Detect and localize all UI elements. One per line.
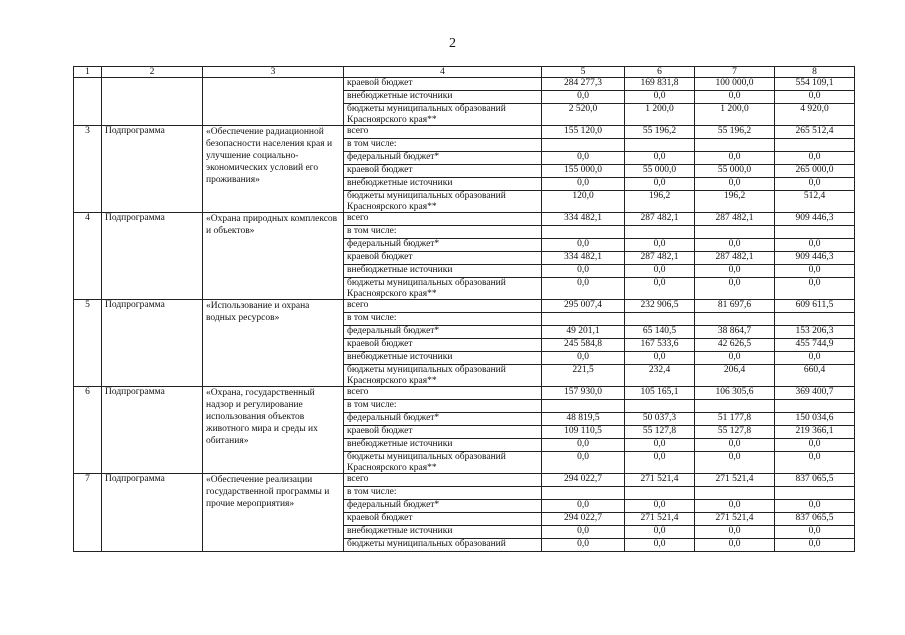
amount-cell: 0,0 (775, 91, 855, 104)
amount-cell: 0,0 (542, 91, 625, 104)
funding-source-cell: в том числе: (344, 400, 542, 413)
amount-cell (625, 400, 695, 413)
amount-cell: 81 697,6 (695, 300, 775, 313)
amount-cell: 0,0 (695, 265, 775, 278)
header-cell: 4 (344, 67, 542, 78)
amount-cell (625, 139, 695, 152)
funding-source-cell: в том числе: (344, 139, 542, 152)
amount-cell: 271 521,4 (625, 474, 695, 487)
amount-cell (542, 226, 625, 239)
subprogram-name: «Охрана природных комплексов и объектов» (203, 213, 344, 300)
amount-cell: 55 196,2 (695, 126, 775, 139)
amount-cell: 0,0 (775, 539, 855, 552)
amount-cell: 284 277,3 (542, 78, 625, 91)
subprogram-name: «Охрана, государственный надзор и регулирование использования объектов животного мира и среды их обитания» (203, 387, 344, 474)
amount-cell: 1 200,0 (695, 104, 775, 126)
funding-source-cell: в том числе: (344, 487, 542, 500)
amount-cell: 0,0 (542, 500, 625, 513)
amount-cell: 512,4 (775, 191, 855, 213)
header-cell: 7 (695, 67, 775, 78)
amount-cell: 167 533,6 (625, 339, 695, 352)
type-cell (102, 78, 203, 126)
subprogram-type: Подпрограмма (102, 474, 203, 552)
table-row (74, 126, 855, 139)
subprogram-name: «Обеспечение радиационной безопасности населения края и улучшение социально- экономических условий его проживания» (203, 126, 344, 213)
amount-cell: 0,0 (542, 439, 625, 452)
amount-cell: 42 626,5 (695, 339, 775, 352)
amount-cell: 109 110,5 (542, 426, 625, 439)
amount-cell (775, 313, 855, 326)
amount-cell: 0,0 (695, 91, 775, 104)
amount-cell: 0,0 (542, 539, 625, 552)
amount-cell: 287 482,1 (695, 213, 775, 226)
amount-cell (542, 139, 625, 152)
amount-cell: 48 819,5 (542, 413, 625, 426)
subprogram-index: 3 (74, 126, 102, 213)
funding-source-cell: в том числе: (344, 313, 542, 326)
funding-source-cell: бюджеты муниципальных образований Красноярского края** (344, 365, 542, 387)
amount-cell: 0,0 (775, 239, 855, 252)
amount-cell: 55 000,0 (695, 165, 775, 178)
table-body (74, 67, 855, 552)
amount-cell: 334 482,1 (542, 213, 625, 226)
amount-cell: 0,0 (625, 91, 695, 104)
amount-cell: 150 034,6 (775, 413, 855, 426)
subprogram-index: 4 (74, 213, 102, 300)
amount-cell: 294 022,7 (542, 513, 625, 526)
amount-cell: 219 366,1 (775, 426, 855, 439)
name-cell (203, 78, 344, 126)
amount-cell: 0,0 (625, 500, 695, 513)
amount-cell: 0,0 (775, 178, 855, 191)
amount-cell (625, 487, 695, 500)
amount-cell: 287 482,1 (625, 213, 695, 226)
amount-cell: 287 482,1 (695, 252, 775, 265)
amount-cell: 0,0 (625, 352, 695, 365)
amount-cell: 0,0 (542, 278, 625, 300)
amount-cell: 554 109,1 (775, 78, 855, 91)
amount-cell: 837 065,5 (775, 513, 855, 526)
page-number: 2 (449, 36, 456, 51)
amount-cell: 0,0 (695, 278, 775, 300)
subprogram-index: 7 (74, 474, 102, 552)
header-cell: 5 (542, 67, 625, 78)
amount-cell: 0,0 (542, 352, 625, 365)
funding-source-cell: внебюджетные источники (344, 91, 542, 104)
funding-source-cell: всего (344, 126, 542, 139)
amount-cell: 0,0 (775, 452, 855, 474)
amount-cell: 245 584,8 (542, 339, 625, 352)
amount-cell: 0,0 (775, 526, 855, 539)
amount-cell: 271 521,4 (695, 474, 775, 487)
funding-source-cell: краевой бюджет (344, 78, 542, 91)
amount-cell: 0,0 (775, 278, 855, 300)
amount-cell: 49 201,1 (542, 326, 625, 339)
header-cell: 8 (775, 67, 855, 78)
funding-source-cell: бюджеты муниципальных образований Красноярского края** (344, 191, 542, 213)
amount-cell: 55 196,2 (625, 126, 695, 139)
funding-source-cell: внебюджетные источники (344, 352, 542, 365)
amount-cell: 38 864,7 (695, 326, 775, 339)
header-row (74, 67, 855, 78)
amount-cell: 0,0 (695, 352, 775, 365)
amount-cell: 0,0 (625, 152, 695, 165)
amount-cell: 55 127,8 (695, 426, 775, 439)
amount-cell: 0,0 (542, 265, 625, 278)
amount-cell: 0,0 (625, 265, 695, 278)
funding-source-cell: федеральный бюджет* (344, 152, 542, 165)
amount-cell: 660,4 (775, 365, 855, 387)
amount-cell: 221,5 (542, 365, 625, 387)
subprogram-type: Подпрограмма (102, 126, 203, 213)
funding-source-cell: внебюджетные источники (344, 526, 542, 539)
funding-source-cell: краевой бюджет (344, 165, 542, 178)
index-cell (74, 78, 102, 126)
amount-cell: 232,4 (625, 365, 695, 387)
funding-source-cell: бюджеты муниципальных образований Красноярского края** (344, 452, 542, 474)
amount-cell: 232 906,5 (625, 300, 695, 313)
amount-cell (775, 487, 855, 500)
table-row (74, 300, 855, 313)
amount-cell: 0,0 (625, 526, 695, 539)
subprogram-type: Подпрограмма (102, 387, 203, 474)
amount-cell: 120,0 (542, 191, 625, 213)
header-cell: 1 (74, 67, 102, 78)
table-row (74, 474, 855, 487)
amount-cell: 196,2 (625, 191, 695, 213)
amount-cell: 265 512,4 (775, 126, 855, 139)
amount-cell: 0,0 (625, 452, 695, 474)
amount-cell: 0,0 (695, 439, 775, 452)
amount-cell: 909 446,3 (775, 213, 855, 226)
header-cell: 2 (102, 67, 203, 78)
amount-cell: 155 120,0 (542, 126, 625, 139)
header-cell: 3 (203, 67, 344, 78)
amount-cell (625, 313, 695, 326)
amount-cell: 0,0 (625, 439, 695, 452)
subprogram-type: Подпрограмма (102, 213, 203, 300)
amount-cell: 65 140,5 (625, 326, 695, 339)
funding-source-cell: бюджеты муниципальных образований Красноярского края** (344, 104, 542, 126)
amount-cell (695, 313, 775, 326)
funding-source-cell: краевой бюджет (344, 252, 542, 265)
amount-cell: 105 165,1 (625, 387, 695, 400)
funding-source-cell: внебюджетные источники (344, 178, 542, 191)
amount-cell: 0,0 (775, 352, 855, 365)
funding-source-cell: всего (344, 213, 542, 226)
funding-source-cell: всего (344, 300, 542, 313)
amount-cell: 271 521,4 (695, 513, 775, 526)
amount-cell (542, 400, 625, 413)
amount-cell (695, 487, 775, 500)
amount-cell: 909 446,3 (775, 252, 855, 265)
subprogram-index: 6 (74, 387, 102, 474)
amount-cell: 55 127,8 (625, 426, 695, 439)
amount-cell: 100 000,0 (695, 78, 775, 91)
funding-source-cell: федеральный бюджет* (344, 326, 542, 339)
amount-cell: 265 000,0 (775, 165, 855, 178)
funding-source-cell: всего (344, 474, 542, 487)
amount-cell: 153 206,3 (775, 326, 855, 339)
subprogram-index: 5 (74, 300, 102, 387)
amount-cell (695, 139, 775, 152)
funding-source-cell: краевой бюджет (344, 426, 542, 439)
amount-cell: 0,0 (695, 152, 775, 165)
subprogram-type: Подпрограмма (102, 300, 203, 387)
funding-source-cell: всего (344, 387, 542, 400)
amount-cell: 51 177,8 (695, 413, 775, 426)
table-row (74, 387, 855, 400)
amount-cell (695, 400, 775, 413)
subprogram-name: «Обеспечение реализации государственной программы и прочие мероприятия» (203, 474, 344, 552)
amount-cell: 0,0 (625, 539, 695, 552)
amount-cell: 0,0 (695, 178, 775, 191)
amount-cell: 0,0 (695, 500, 775, 513)
amount-cell: 0,0 (625, 178, 695, 191)
amount-cell: 455 744,9 (775, 339, 855, 352)
amount-cell: 169 831,8 (625, 78, 695, 91)
funding-source-cell: внебюджетные источники (344, 265, 542, 278)
amount-cell: 0,0 (625, 278, 695, 300)
funding-source-cell: краевой бюджет (344, 339, 542, 352)
amount-cell: 196,2 (695, 191, 775, 213)
amount-cell: 0,0 (542, 526, 625, 539)
table-row (74, 213, 855, 226)
amount-cell: 369 400,7 (775, 387, 855, 400)
amount-cell: 0,0 (542, 152, 625, 165)
amount-cell: 4 920,0 (775, 104, 855, 126)
funding-source-cell: внебюджетные источники (344, 439, 542, 452)
amount-cell (625, 226, 695, 239)
amount-cell: 0,0 (775, 439, 855, 452)
subprogram-name: «Использование и охрана водных ресурсов» (203, 300, 344, 387)
amount-cell: 837 065,5 (775, 474, 855, 487)
funding-source-cell: федеральный бюджет* (344, 500, 542, 513)
amount-cell: 0,0 (695, 539, 775, 552)
amount-cell: 609 611,5 (775, 300, 855, 313)
amount-cell: 287 482,1 (625, 252, 695, 265)
amount-cell: 50 037,3 (625, 413, 695, 426)
amount-cell: 0,0 (775, 265, 855, 278)
amount-cell (775, 139, 855, 152)
table-row (74, 78, 855, 91)
amount-cell: 295 007,4 (542, 300, 625, 313)
amount-cell: 106 305,6 (695, 387, 775, 400)
amount-cell (775, 400, 855, 413)
amount-cell (542, 487, 625, 500)
funding-source-cell: бюджеты муниципальных образований (344, 539, 542, 552)
amount-cell (695, 226, 775, 239)
amount-cell (775, 226, 855, 239)
funding-source-cell: федеральный бюджет* (344, 413, 542, 426)
amount-cell: 294 022,7 (542, 474, 625, 487)
amount-cell: 0,0 (695, 452, 775, 474)
amount-cell: 0,0 (775, 500, 855, 513)
amount-cell: 157 930,0 (542, 387, 625, 400)
funding-source-cell: федеральный бюджет* (344, 239, 542, 252)
funding-source-cell: бюджеты муниципальных образований Красноярского края** (344, 278, 542, 300)
amount-cell: 1 200,0 (625, 104, 695, 126)
amount-cell: 334 482,1 (542, 252, 625, 265)
funding-table (73, 66, 855, 552)
amount-cell: 0,0 (695, 239, 775, 252)
amount-cell: 0,0 (542, 239, 625, 252)
amount-cell: 0,0 (625, 239, 695, 252)
amount-cell: 206,4 (695, 365, 775, 387)
amount-cell: 271 521,4 (625, 513, 695, 526)
amount-cell: 0,0 (695, 526, 775, 539)
amount-cell: 155 000,0 (542, 165, 625, 178)
amount-cell: 2 520,0 (542, 104, 625, 126)
funding-source-cell: краевой бюджет (344, 513, 542, 526)
amount-cell (542, 313, 625, 326)
amount-cell: 0,0 (542, 178, 625, 191)
funding-source-cell: в том числе: (344, 226, 542, 239)
amount-cell: 55 000,0 (625, 165, 695, 178)
amount-cell: 0,0 (775, 152, 855, 165)
amount-cell: 0,0 (542, 452, 625, 474)
header-cell: 6 (625, 67, 695, 78)
